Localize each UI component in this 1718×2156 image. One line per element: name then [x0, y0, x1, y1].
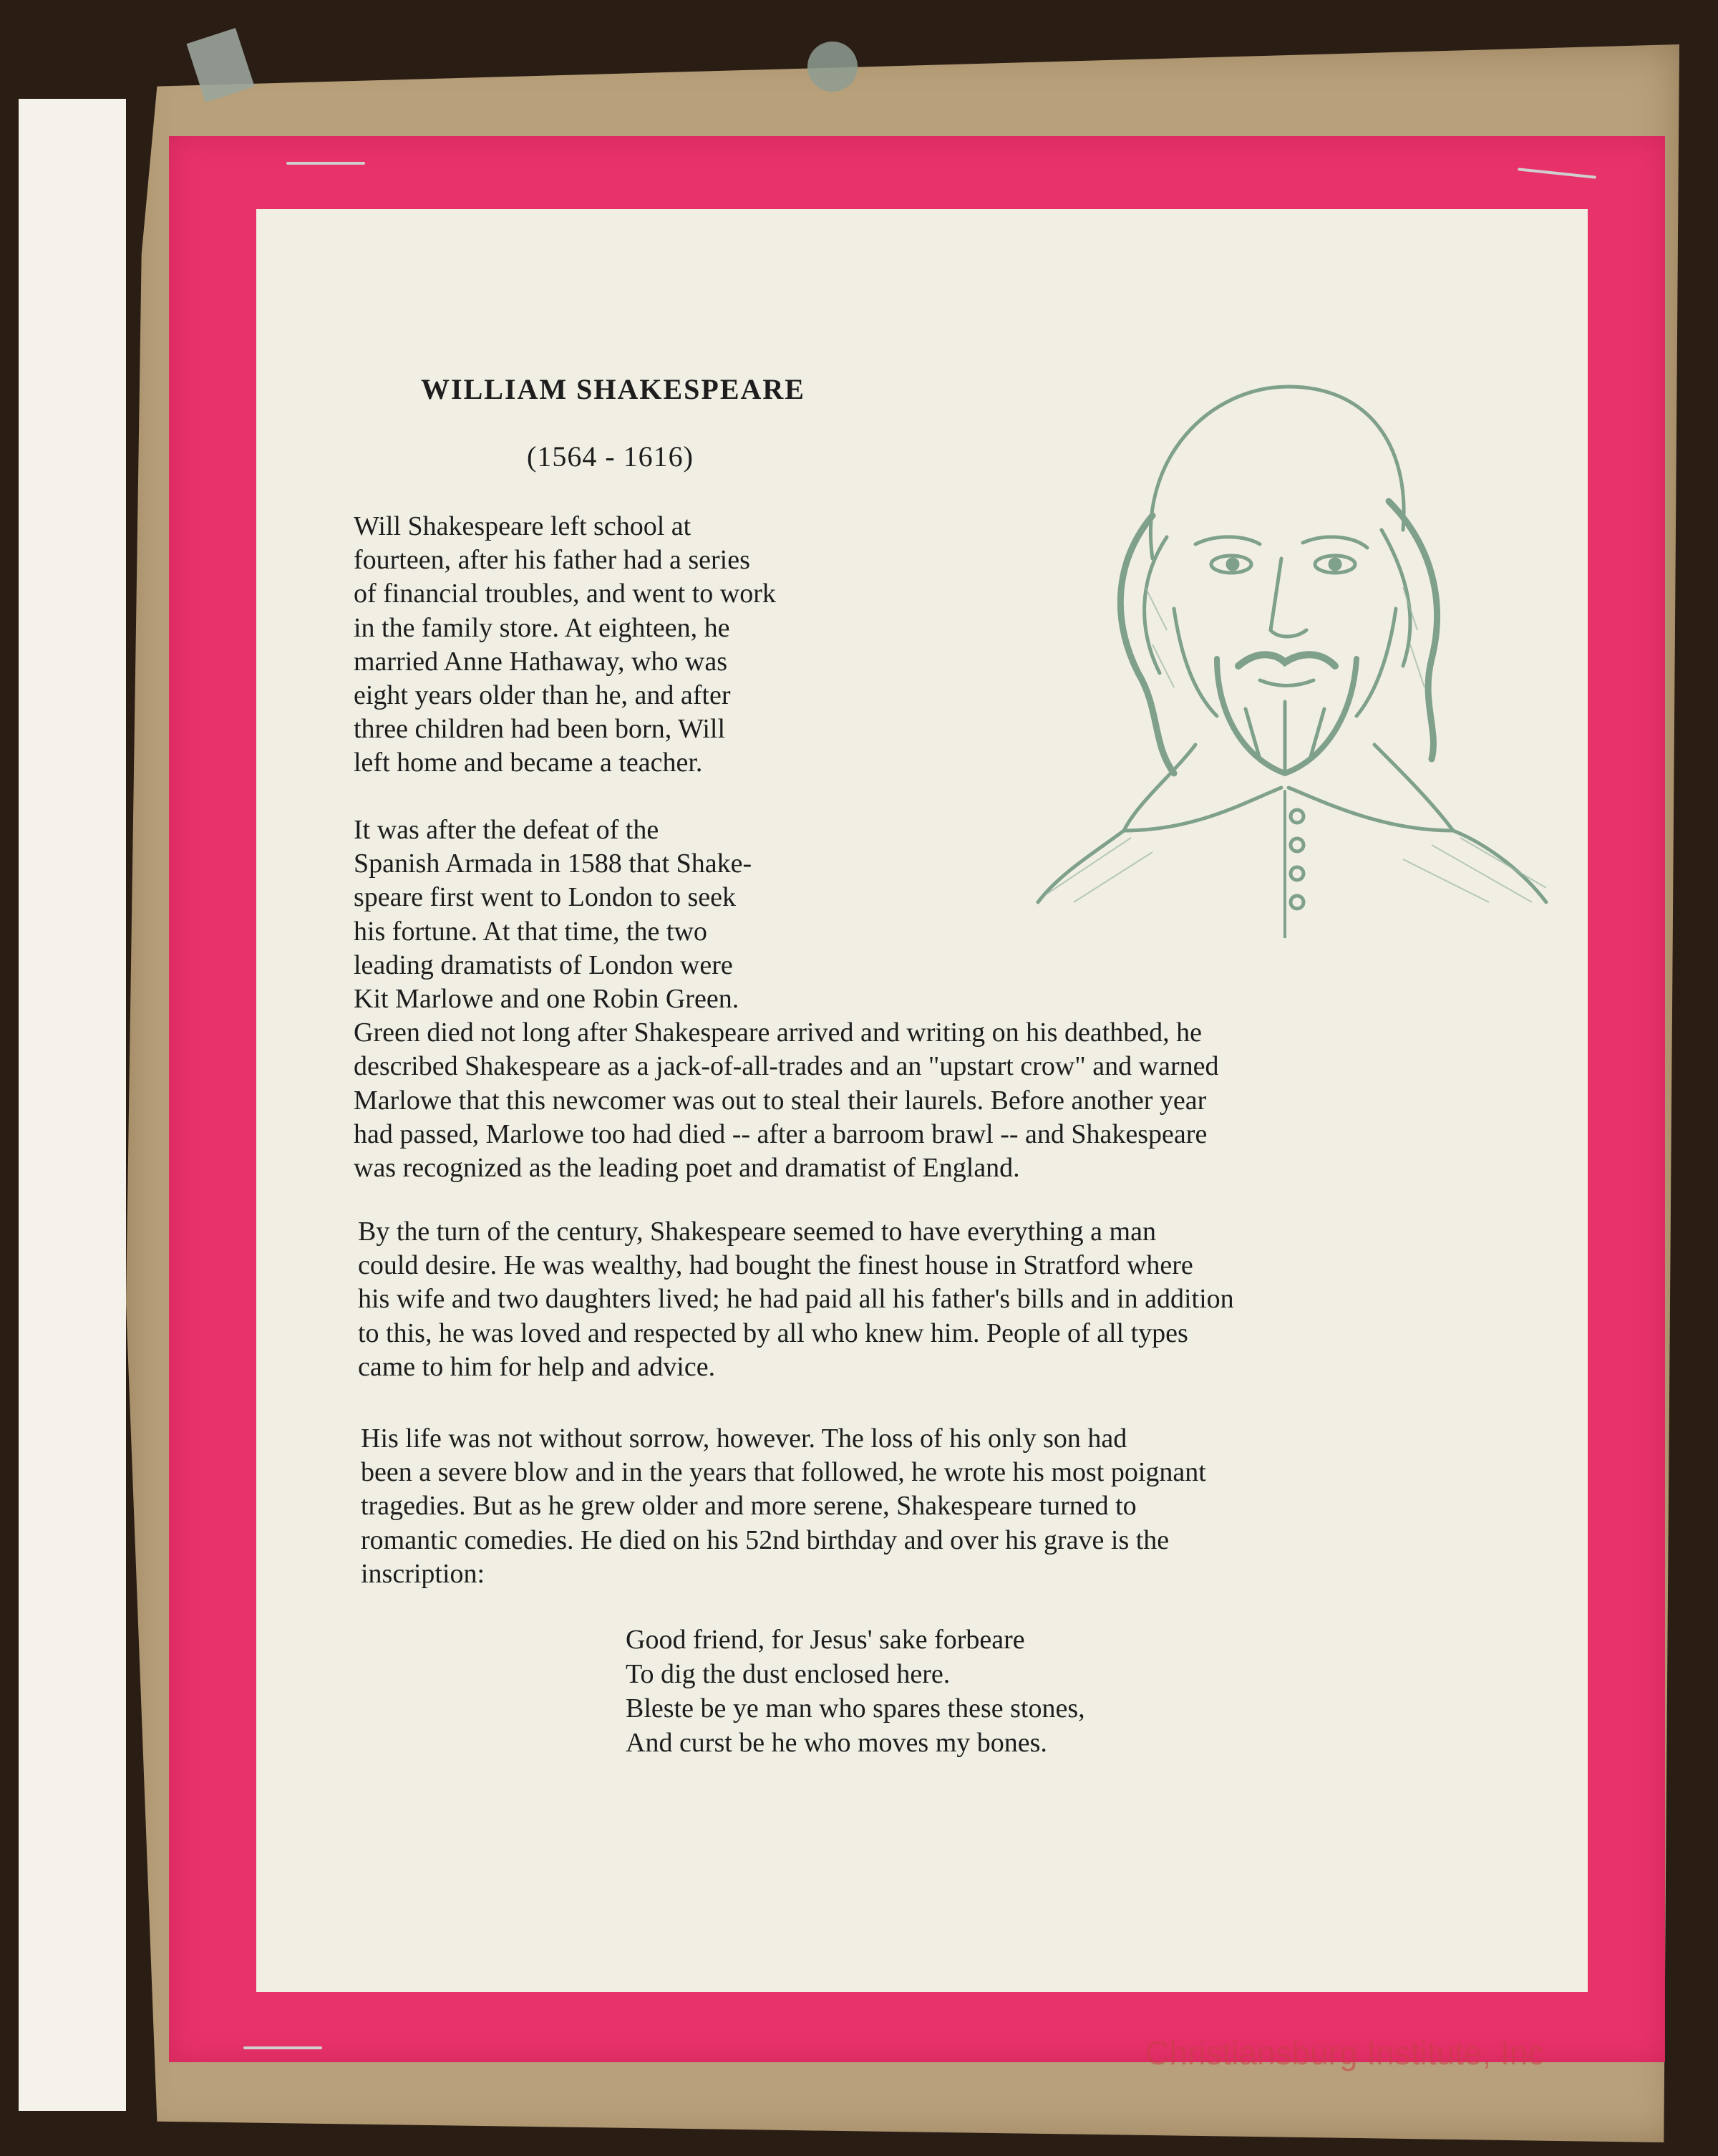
paragraph-4: His life was not without sorrow, however. The loss of his only son had been a severe blow and in the years that followed, he wrote his most poignant tragedies. But as he grew older and more serene, Shakespeare turned to romantic comedies. He died on his 52nd birthday and over his grave is the inscription: [361, 1423, 1206, 1589]
epitaph-line: And curst be he who moves my bones. [626, 1728, 1047, 1758]
page-title: WILLIAM SHAKESPEARE [421, 373, 805, 405]
paragraph-2: It was after the defeat of the Spanish Armada in 1588 that Shake- speare first went to London to seek his fortune. At that time, the two leading dramatists of London were Kit Marlowe and one Robin Green. Green died not long after Shakespeare arrived and writing on his deathbed, he described Shakespeare as a jack-of-all-trades and an "upstart crow" and warned Marlowe that this newcomer was out to steal their laurels. Before another year had passed, Marlowe too had died -- after a barroom brawl -- and Shakespeare was recognized as the leading poet and dramatist of England. [354, 815, 1219, 1184]
backing-white-sheet [19, 99, 126, 2111]
epitaph-line: Bleste be ye man who spares these stones, [626, 1693, 1085, 1724]
thumbtack [807, 42, 858, 92]
epitaph-verse [626, 1623, 1085, 1760]
paragraph-3: By the turn of the century, Shakespeare seemed to have everything a man could desire. He was wealthy, had bought the finest house in Stratford where his wife and two daughters lived; he had paid all his father's bills and in addition to this, he was loved and respected by all who knew him. People of all types came to him for help and advice. [358, 1217, 1234, 1382]
epitaph-line: To dig the dust enclosed here. [626, 1659, 951, 1689]
staple [243, 2046, 322, 2049]
epitaph-line: Good friend, for Jesus' sake forbeare [626, 1625, 1025, 1655]
staple [286, 162, 365, 165]
life-dates: (1564 - 1616) [527, 440, 694, 473]
paragraph-1: Will Shakespeare left school at fourteen, after his father had a series of financial troubles, and went to work in the family store. At eighteen, he married Anne Hathaway, who was eight years older than he, and after three children had been born, Will left home and became a teacher. [354, 511, 776, 778]
watermark: Christiansburg Institute, Inc [1145, 2034, 1545, 2072]
